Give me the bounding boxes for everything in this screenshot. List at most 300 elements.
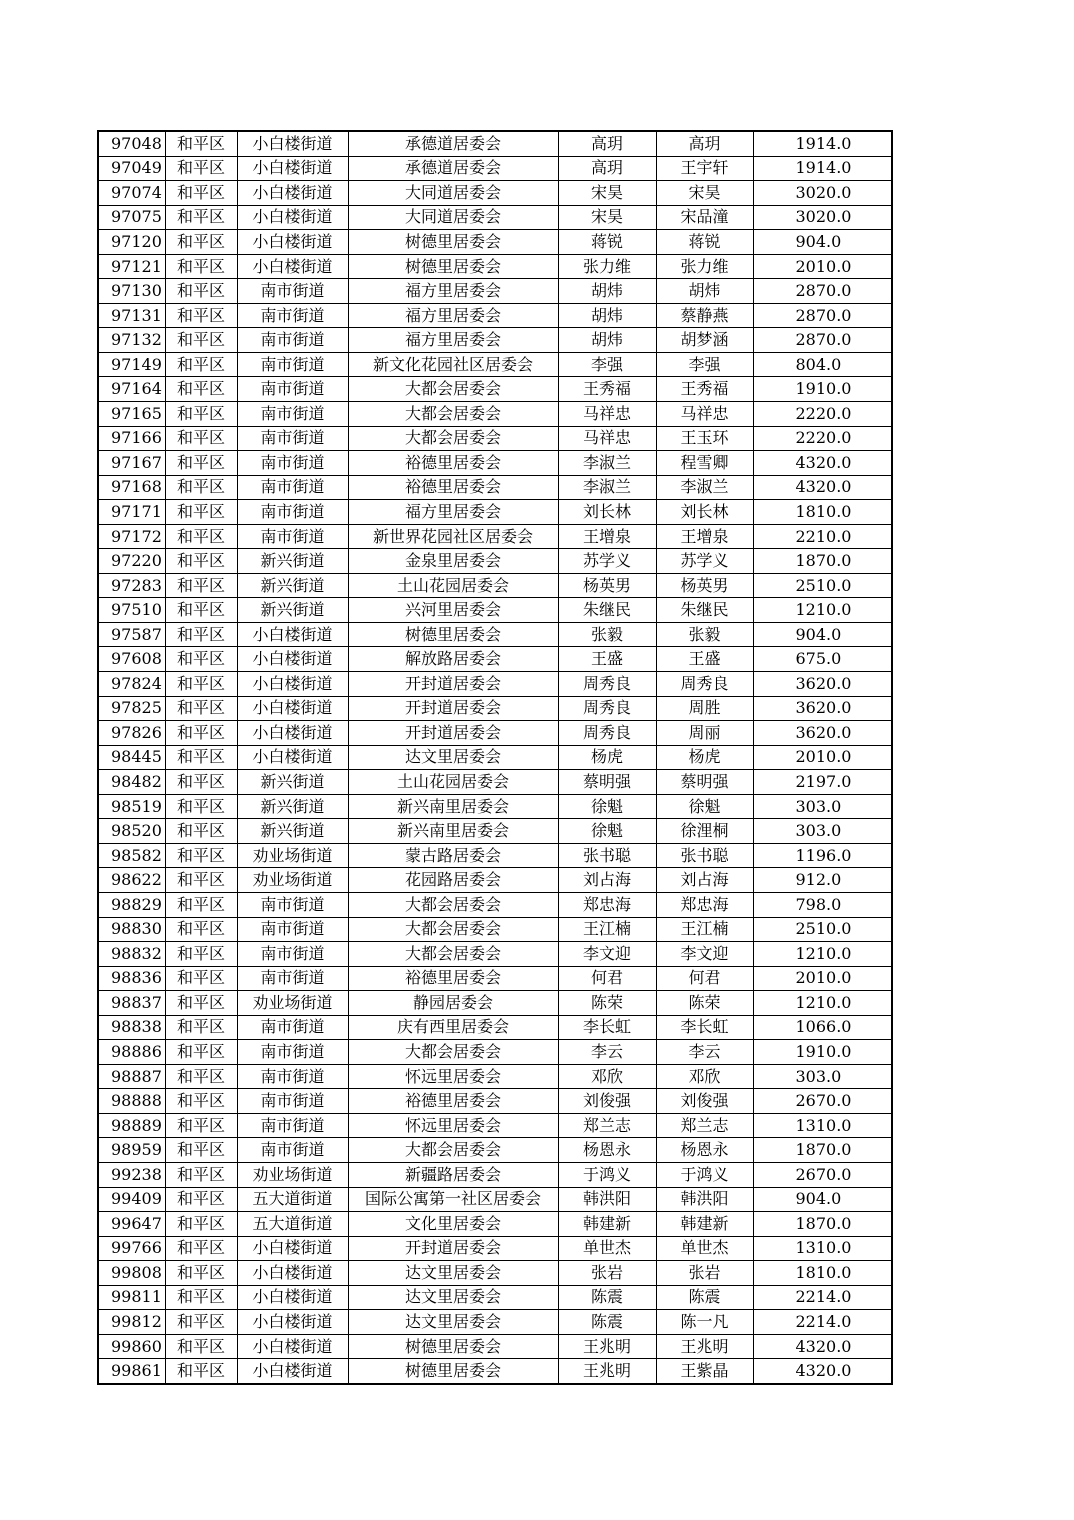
street-cell: 小白楼街道 <box>237 1236 348 1261</box>
record-id-cell: 98832 <box>98 942 165 967</box>
committee-cell: 福方里居委会 <box>348 328 558 353</box>
amount-cell: 1310.0 <box>753 1236 892 1261</box>
table-row <box>98 131 892 156</box>
street-cell: 南市街道 <box>237 279 348 304</box>
street-cell: 小白楼街道 <box>237 1285 348 1310</box>
committee-cell: 裕德里居委会 <box>348 1089 558 1114</box>
street-cell: 小白楼街道 <box>237 622 348 647</box>
member-name-cell: 胡梦涵 <box>656 328 753 353</box>
district-cell: 和平区 <box>165 352 237 377</box>
district-cell: 和平区 <box>165 1359 237 1384</box>
amount-cell: 1914.0 <box>753 156 892 181</box>
record-id-cell: 98959 <box>98 1138 165 1163</box>
street-cell: 小白楼街道 <box>237 745 348 770</box>
table-row <box>98 622 892 647</box>
household-head-cell: 徐魁 <box>558 819 656 844</box>
record-id-cell: 99860 <box>98 1334 165 1359</box>
record-id-cell: 98829 <box>98 892 165 917</box>
committee-cell: 大同道居委会 <box>348 181 558 206</box>
committee-cell: 新疆路居委会 <box>348 1162 558 1187</box>
district-cell: 和平区 <box>165 991 237 1016</box>
record-id-cell: 98837 <box>98 991 165 1016</box>
amount-cell: 3620.0 <box>753 721 892 746</box>
household-head-cell: 李云 <box>558 1040 656 1065</box>
table-row <box>98 598 892 623</box>
member-name-cell: 单世杰 <box>656 1236 753 1261</box>
table-row <box>98 524 892 549</box>
district-cell: 和平区 <box>165 156 237 181</box>
member-name-cell: 马祥忠 <box>656 402 753 427</box>
amount-cell: 2870.0 <box>753 279 892 304</box>
district-cell: 和平区 <box>165 696 237 721</box>
committee-cell: 大都会居委会 <box>348 917 558 942</box>
street-cell: 南市街道 <box>237 377 348 402</box>
street-cell: 小白楼街道 <box>237 131 348 156</box>
committee-cell: 福方里居委会 <box>348 279 558 304</box>
member-name-cell: 王玉环 <box>656 426 753 451</box>
street-cell: 南市街道 <box>237 1113 348 1138</box>
record-id-cell: 97074 <box>98 181 165 206</box>
committee-cell: 开封道居委会 <box>348 721 558 746</box>
street-cell: 小白楼街道 <box>237 696 348 721</box>
district-cell: 和平区 <box>165 868 237 893</box>
committee-cell: 解放路居委会 <box>348 647 558 672</box>
district-cell: 和平区 <box>165 254 237 279</box>
district-cell: 和平区 <box>165 942 237 967</box>
household-head-cell: 王兆明 <box>558 1359 656 1384</box>
household-head-cell: 王江楠 <box>558 917 656 942</box>
street-cell: 新兴街道 <box>237 770 348 795</box>
table-row <box>98 745 892 770</box>
district-cell: 和平区 <box>165 966 237 991</box>
district-cell: 和平区 <box>165 279 237 304</box>
table-row <box>98 402 892 427</box>
household-head-cell: 杨恩永 <box>558 1138 656 1163</box>
district-cell: 和平区 <box>165 549 237 574</box>
member-name-cell: 王江楠 <box>656 917 753 942</box>
member-name-cell: 李强 <box>656 352 753 377</box>
table-row <box>98 1138 892 1163</box>
street-cell: 劝业场街道 <box>237 991 348 1016</box>
household-head-cell: 马祥忠 <box>558 426 656 451</box>
street-cell: 小白楼街道 <box>237 672 348 697</box>
district-cell: 和平区 <box>165 794 237 819</box>
street-cell: 小白楼街道 <box>237 721 348 746</box>
table-row <box>98 942 892 967</box>
table-row <box>98 1310 892 1335</box>
district-cell: 和平区 <box>165 647 237 672</box>
street-cell: 五大道街道 <box>237 1212 348 1237</box>
member-name-cell: 程雪卿 <box>656 451 753 476</box>
member-name-cell: 宋昊 <box>656 181 753 206</box>
member-name-cell: 刘长林 <box>656 500 753 525</box>
record-id-cell: 98445 <box>98 745 165 770</box>
committee-cell: 怀远里居委会 <box>348 1113 558 1138</box>
amount-cell: 2510.0 <box>753 573 892 598</box>
committee-cell: 树德里居委会 <box>348 254 558 279</box>
record-id-cell: 99238 <box>98 1162 165 1187</box>
amount-cell: 3620.0 <box>753 696 892 721</box>
household-head-cell: 韩洪阳 <box>558 1187 656 1212</box>
street-cell: 南市街道 <box>237 892 348 917</box>
table-row <box>98 475 892 500</box>
committee-cell: 大都会居委会 <box>348 402 558 427</box>
record-id-cell: 99647 <box>98 1212 165 1237</box>
district-cell: 和平区 <box>165 1261 237 1286</box>
street-cell: 小白楼街道 <box>237 1310 348 1335</box>
district-cell: 和平区 <box>165 1310 237 1335</box>
record-id-cell: 98836 <box>98 966 165 991</box>
record-id-cell: 97283 <box>98 573 165 598</box>
record-id-cell: 99861 <box>98 1359 165 1384</box>
member-name-cell: 李文迎 <box>656 942 753 967</box>
member-name-cell: 李淑兰 <box>656 475 753 500</box>
district-cell: 和平区 <box>165 622 237 647</box>
household-head-cell: 蒋锐 <box>558 230 656 255</box>
household-head-cell: 刘长林 <box>558 500 656 525</box>
record-id-cell: 98622 <box>98 868 165 893</box>
amount-cell: 2210.0 <box>753 524 892 549</box>
street-cell: 南市街道 <box>237 500 348 525</box>
table-row <box>98 1064 892 1089</box>
record-id-cell: 97825 <box>98 696 165 721</box>
member-name-cell: 王秀福 <box>656 377 753 402</box>
household-head-cell: 胡炜 <box>558 303 656 328</box>
household-head-cell: 王增泉 <box>558 524 656 549</box>
member-name-cell: 刘俊强 <box>656 1089 753 1114</box>
member-name-cell: 王盛 <box>656 647 753 672</box>
amount-cell: 4320.0 <box>753 451 892 476</box>
amount-cell: 1196.0 <box>753 843 892 868</box>
amount-cell: 798.0 <box>753 892 892 917</box>
street-cell: 南市街道 <box>237 1015 348 1040</box>
committee-cell: 裕德里居委会 <box>348 966 558 991</box>
committee-cell: 文化里居委会 <box>348 1212 558 1237</box>
committee-cell: 新文化花园社区居委会 <box>348 352 558 377</box>
amount-cell: 1870.0 <box>753 1138 892 1163</box>
table-row <box>98 770 892 795</box>
table-row <box>98 1236 892 1261</box>
district-cell: 和平区 <box>165 573 237 598</box>
record-id-cell: 97165 <box>98 402 165 427</box>
amount-cell: 4320.0 <box>753 475 892 500</box>
record-id-cell: 99812 <box>98 1310 165 1335</box>
amount-cell: 2670.0 <box>753 1089 892 1114</box>
street-cell: 新兴街道 <box>237 598 348 623</box>
district-cell: 和平区 <box>165 131 237 156</box>
amount-cell: 2214.0 <box>753 1285 892 1310</box>
household-head-cell: 单世杰 <box>558 1236 656 1261</box>
table-row <box>98 721 892 746</box>
household-head-cell: 刘俊强 <box>558 1089 656 1114</box>
committee-cell: 达文里居委会 <box>348 1310 558 1335</box>
member-name-cell: 陈荣 <box>656 991 753 1016</box>
district-cell: 和平区 <box>165 181 237 206</box>
member-name-cell: 杨虎 <box>656 745 753 770</box>
district-cell: 和平区 <box>165 843 237 868</box>
committee-cell: 蒙古路居委会 <box>348 843 558 868</box>
table-row <box>98 1359 892 1384</box>
district-cell: 和平区 <box>165 475 237 500</box>
household-head-cell: 张岩 <box>558 1261 656 1286</box>
committee-cell: 裕德里居委会 <box>348 475 558 500</box>
member-name-cell: 邓欣 <box>656 1064 753 1089</box>
committee-cell: 达文里居委会 <box>348 1285 558 1310</box>
household-head-cell: 徐魁 <box>558 794 656 819</box>
record-id-cell: 97121 <box>98 254 165 279</box>
record-id-cell: 98830 <box>98 917 165 942</box>
member-name-cell: 王兆明 <box>656 1334 753 1359</box>
household-head-cell: 高玥 <box>558 156 656 181</box>
committee-cell: 树德里居委会 <box>348 622 558 647</box>
amount-cell: 804.0 <box>753 352 892 377</box>
committee-cell: 大都会居委会 <box>348 942 558 967</box>
street-cell: 劝业场街道 <box>237 868 348 893</box>
member-name-cell: 于鸿义 <box>656 1162 753 1187</box>
district-cell: 和平区 <box>165 1040 237 1065</box>
record-id-cell: 97149 <box>98 352 165 377</box>
household-head-cell: 郑忠海 <box>558 892 656 917</box>
member-name-cell: 徐魁 <box>656 794 753 819</box>
household-head-cell: 周秀良 <box>558 721 656 746</box>
household-head-cell: 李强 <box>558 352 656 377</box>
household-head-cell: 韩建新 <box>558 1212 656 1237</box>
member-name-cell: 王宇轩 <box>656 156 753 181</box>
record-id-cell: 97131 <box>98 303 165 328</box>
table-row <box>98 573 892 598</box>
street-cell: 新兴街道 <box>237 573 348 598</box>
amount-cell: 2010.0 <box>753 745 892 770</box>
amount-cell: 1210.0 <box>753 598 892 623</box>
committee-cell: 新世界花园社区居委会 <box>348 524 558 549</box>
district-cell: 和平区 <box>165 598 237 623</box>
street-cell: 南市街道 <box>237 475 348 500</box>
household-head-cell: 李文迎 <box>558 942 656 967</box>
member-name-cell: 王紫晶 <box>656 1359 753 1384</box>
table-row <box>98 1334 892 1359</box>
member-name-cell: 韩建新 <box>656 1212 753 1237</box>
district-cell: 和平区 <box>165 721 237 746</box>
district-cell: 和平区 <box>165 1089 237 1114</box>
table-row <box>98 500 892 525</box>
committee-cell: 土山花园居委会 <box>348 573 558 598</box>
household-head-cell: 高玥 <box>558 131 656 156</box>
record-id-cell: 97132 <box>98 328 165 353</box>
street-cell: 南市街道 <box>237 942 348 967</box>
committee-cell: 福方里居委会 <box>348 500 558 525</box>
committee-cell: 大都会居委会 <box>348 892 558 917</box>
district-cell: 和平区 <box>165 377 237 402</box>
record-id-cell: 97220 <box>98 549 165 574</box>
member-name-cell: 张岩 <box>656 1261 753 1286</box>
member-name-cell: 何君 <box>656 966 753 991</box>
amount-cell: 4320.0 <box>753 1359 892 1384</box>
committee-cell: 开封道居委会 <box>348 672 558 697</box>
committee-cell: 树德里居委会 <box>348 1334 558 1359</box>
committee-cell: 大同道居委会 <box>348 205 558 230</box>
committee-cell: 开封道居委会 <box>348 696 558 721</box>
committee-cell: 福方里居委会 <box>348 303 558 328</box>
table-row <box>98 426 892 451</box>
table-row <box>98 1040 892 1065</box>
amount-cell: 2870.0 <box>753 328 892 353</box>
table-row <box>98 1187 892 1212</box>
street-cell: 南市街道 <box>237 917 348 942</box>
street-cell: 小白楼街道 <box>237 205 348 230</box>
street-cell: 南市街道 <box>237 328 348 353</box>
record-id-cell: 97587 <box>98 622 165 647</box>
committee-cell: 花园路居委会 <box>348 868 558 893</box>
table-row <box>98 868 892 893</box>
member-name-cell: 周丽 <box>656 721 753 746</box>
amount-cell: 303.0 <box>753 1064 892 1089</box>
record-id-cell: 97824 <box>98 672 165 697</box>
record-id-cell: 97075 <box>98 205 165 230</box>
table-row <box>98 892 892 917</box>
record-id-cell: 97049 <box>98 156 165 181</box>
table-row <box>98 819 892 844</box>
amount-cell: 303.0 <box>753 819 892 844</box>
amount-cell: 1210.0 <box>753 942 892 967</box>
household-head-cell: 杨虎 <box>558 745 656 770</box>
member-name-cell: 陈震 <box>656 1285 753 1310</box>
record-id-cell: 97120 <box>98 230 165 255</box>
household-head-cell: 周秀良 <box>558 696 656 721</box>
street-cell: 小白楼街道 <box>237 181 348 206</box>
record-id-cell: 99409 <box>98 1187 165 1212</box>
member-name-cell: 宋品潼 <box>656 205 753 230</box>
committee-cell: 承德道居委会 <box>348 131 558 156</box>
member-name-cell: 刘占海 <box>656 868 753 893</box>
household-head-cell: 陈震 <box>558 1285 656 1310</box>
household-head-cell: 王兆明 <box>558 1334 656 1359</box>
member-name-cell: 张书聪 <box>656 843 753 868</box>
district-cell: 和平区 <box>165 230 237 255</box>
district-cell: 和平区 <box>165 770 237 795</box>
amount-cell: 904.0 <box>753 622 892 647</box>
amount-cell: 3020.0 <box>753 205 892 230</box>
table-row <box>98 181 892 206</box>
street-cell: 南市街道 <box>237 451 348 476</box>
district-cell: 和平区 <box>165 1285 237 1310</box>
committee-cell: 达文里居委会 <box>348 1261 558 1286</box>
district-cell: 和平区 <box>165 402 237 427</box>
amount-cell: 2870.0 <box>753 303 892 328</box>
member-name-cell: 周胜 <box>656 696 753 721</box>
record-id-cell: 98838 <box>98 1015 165 1040</box>
table-row <box>98 254 892 279</box>
household-head-cell: 宋昊 <box>558 205 656 230</box>
household-head-cell: 朱继民 <box>558 598 656 623</box>
amount-cell: 1870.0 <box>753 549 892 574</box>
household-head-cell: 邓欣 <box>558 1064 656 1089</box>
committee-cell: 静园居委会 <box>348 991 558 1016</box>
record-id-cell: 99811 <box>98 1285 165 1310</box>
district-cell: 和平区 <box>165 451 237 476</box>
record-id-cell: 97166 <box>98 426 165 451</box>
record-id-cell: 97130 <box>98 279 165 304</box>
amount-cell: 2214.0 <box>753 1310 892 1335</box>
household-head-cell: 周秀良 <box>558 672 656 697</box>
amount-cell: 1910.0 <box>753 1040 892 1065</box>
household-head-cell: 王秀福 <box>558 377 656 402</box>
street-cell: 五大道街道 <box>237 1187 348 1212</box>
member-name-cell: 朱继民 <box>656 598 753 623</box>
committee-cell: 大都会居委会 <box>348 426 558 451</box>
table-row <box>98 647 892 672</box>
record-id-cell: 97510 <box>98 598 165 623</box>
table-row <box>98 328 892 353</box>
district-cell: 和平区 <box>165 672 237 697</box>
committee-cell: 裕德里居委会 <box>348 451 558 476</box>
table-row <box>98 966 892 991</box>
amount-cell: 2010.0 <box>753 254 892 279</box>
table-row <box>98 1212 892 1237</box>
street-cell: 小白楼街道 <box>237 156 348 181</box>
household-head-cell: 陈震 <box>558 1310 656 1335</box>
committee-cell: 怀远里居委会 <box>348 1064 558 1089</box>
table-row <box>98 279 892 304</box>
record-id-cell: 97168 <box>98 475 165 500</box>
district-cell: 和平区 <box>165 1162 237 1187</box>
data-table <box>97 130 893 1385</box>
amount-cell: 2670.0 <box>753 1162 892 1187</box>
member-name-cell: 苏学义 <box>656 549 753 574</box>
record-id-cell: 97826 <box>98 721 165 746</box>
amount-cell: 1210.0 <box>753 991 892 1016</box>
amount-cell: 3020.0 <box>753 181 892 206</box>
record-id-cell: 98887 <box>98 1064 165 1089</box>
committee-cell: 庆有西里居委会 <box>348 1015 558 1040</box>
district-cell: 和平区 <box>165 1138 237 1163</box>
amount-cell: 1310.0 <box>753 1113 892 1138</box>
table-row <box>98 1261 892 1286</box>
street-cell: 小白楼街道 <box>237 230 348 255</box>
table-row <box>98 205 892 230</box>
street-cell: 南市街道 <box>237 524 348 549</box>
amount-cell: 904.0 <box>753 230 892 255</box>
district-cell: 和平区 <box>165 1064 237 1089</box>
household-head-cell: 马祥忠 <box>558 402 656 427</box>
district-cell: 和平区 <box>165 328 237 353</box>
member-name-cell: 郑兰志 <box>656 1113 753 1138</box>
household-head-cell: 宋昊 <box>558 181 656 206</box>
record-id-cell: 98888 <box>98 1089 165 1114</box>
committee-cell: 新兴南里居委会 <box>348 794 558 819</box>
committee-cell: 国际公寓第一社区居委会 <box>348 1187 558 1212</box>
table-row <box>98 917 892 942</box>
district-cell: 和平区 <box>165 819 237 844</box>
record-id-cell: 98482 <box>98 770 165 795</box>
household-head-cell: 何君 <box>558 966 656 991</box>
committee-cell: 树德里居委会 <box>348 230 558 255</box>
household-head-cell: 张力维 <box>558 254 656 279</box>
district-cell: 和平区 <box>165 205 237 230</box>
household-head-cell: 张书聪 <box>558 843 656 868</box>
district-cell: 和平区 <box>165 1113 237 1138</box>
district-cell: 和平区 <box>165 1187 237 1212</box>
district-cell: 和平区 <box>165 892 237 917</box>
member-name-cell: 蒋锐 <box>656 230 753 255</box>
member-name-cell: 张毅 <box>656 622 753 647</box>
committee-cell: 兴河里居委会 <box>348 598 558 623</box>
table-row <box>98 1285 892 1310</box>
record-id-cell: 97164 <box>98 377 165 402</box>
amount-cell: 1870.0 <box>753 1212 892 1237</box>
district-cell: 和平区 <box>165 500 237 525</box>
record-id-cell: 97048 <box>98 131 165 156</box>
member-name-cell: 蔡静燕 <box>656 303 753 328</box>
